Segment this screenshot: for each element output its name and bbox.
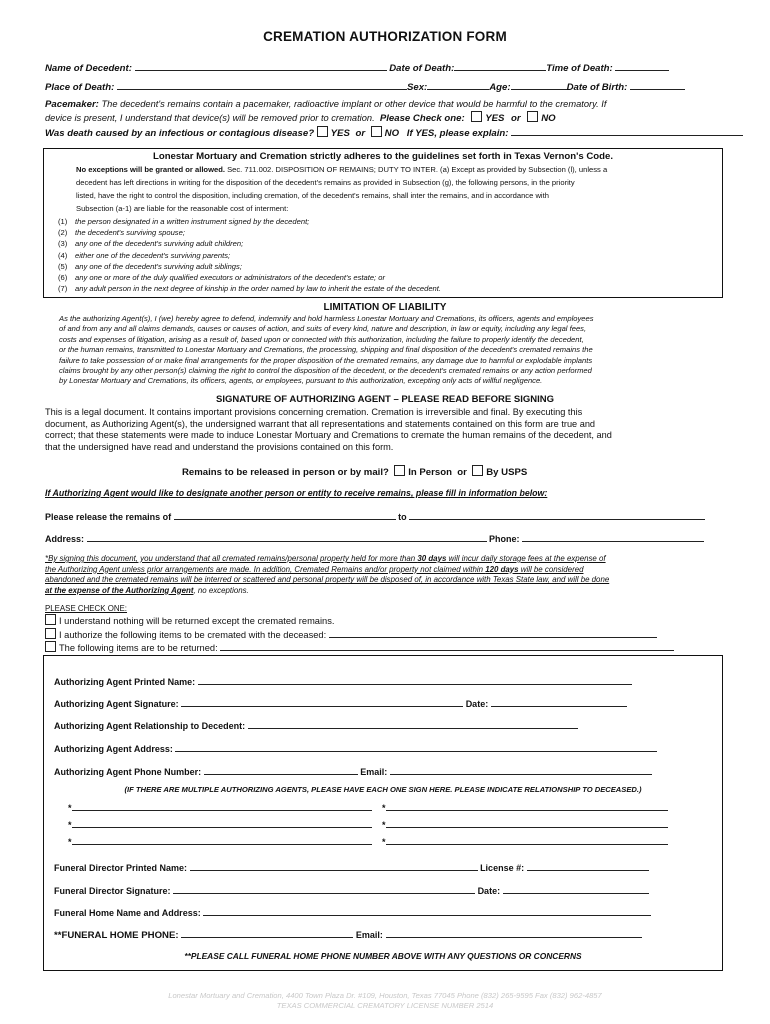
- priority-item: (2) the decedent's surviving spouse;: [58, 228, 185, 238]
- notice-line: abandoned and the cremated remains will be interred or scattered and personal property will be disposed of, in accordance with Texas State law, and will be done: [45, 575, 610, 585]
- notice-line: at the expense of the Authorizing Agent, no exceptions.: [45, 585, 249, 595]
- agent-signature-field[interactable]: [181, 697, 463, 707]
- legal-line: document, as Authorizing Agent(s), the undersigned warrant that all representations and statements contained on this form are true and: [45, 418, 596, 429]
- sex-label: Sex:: [406, 82, 428, 93]
- return-items-checkbox[interactable]: [45, 641, 56, 652]
- priority-item: (4) either one of the decedent's surviving parents;: [58, 250, 231, 260]
- statute-line-2: decedent has left directions in writing for the disposition of the decedent's remains as provided in Subsection (g), the following persons, in the priority: [76, 178, 575, 187]
- liability-heading: LIMITATION OF LIABILITY: [323, 302, 447, 313]
- priority-item: (1) the person designated in a written instrument signed by the decedent;: [58, 217, 310, 226]
- license-field[interactable]: [527, 861, 649, 871]
- decedent-name-field[interactable]: [135, 61, 387, 71]
- pacemaker-text-1: The decedent's remains contain a pacemaker, radioactive implant or other device that would be harmful to the crematory. If: [101, 99, 607, 109]
- infectious-yes-label: YES: [330, 128, 350, 139]
- footer-address: Lonestar Mortuary and Cremation, 4400 Town Plaza Dr. #109, Houston, Texas 77045 Phone (832) 265-9595 Fax (832) 962-4857: [168, 991, 602, 1000]
- statute-sec-text: Sec. 711.002. DISPOSITION OF REMAINS; DUTY TO INTER. (a) Except as provided by Subsection (l), unless a: [227, 165, 608, 174]
- release-address-field[interactable]: [87, 532, 487, 542]
- agent-name-label: Authorizing Agent Printed Name:: [54, 677, 196, 687]
- additional-agent-field[interactable]: [386, 818, 668, 828]
- usps-checkbox[interactable]: [472, 465, 483, 476]
- place-of-death-label: Place of Death:: [45, 82, 115, 93]
- pacemaker-row-2: [45, 111, 556, 124]
- agent-signature-label: Authorizing Agent Signature:: [54, 699, 179, 709]
- signature-heading: SIGNATURE OF AUTHORIZING AGENT – PLEASE READ BEFORE SIGNING: [216, 394, 554, 405]
- no-exceptions-text: No exceptions will be granted or allowed.: [76, 165, 225, 174]
- release-to-label: to: [398, 512, 407, 522]
- statute-line-1: [76, 165, 607, 174]
- usps-label: By USPS: [486, 467, 528, 478]
- priority-item: (6) any one or more of the duly qualified executors or administrators of the decedent's estate; or: [58, 273, 386, 283]
- agent-relationship-label: Authorizing Agent Relationship to Decedent:: [54, 721, 246, 731]
- age-label: Age:: [489, 82, 511, 93]
- time-of-death-label: Time of Death:: [546, 63, 613, 74]
- pacemaker-text-2: device is present, I understand that device(s) will be removed prior to cremation.: [45, 113, 375, 123]
- designate-text: If Authorizing Agent would like to designate another person or entity to receive remains, please fill in information below:: [45, 488, 548, 498]
- fh-phone-row: [54, 928, 642, 941]
- fd-name-row: [54, 861, 649, 873]
- fd-name-field[interactable]: [190, 861, 478, 871]
- pacemaker-yes-checkbox[interactable]: [471, 111, 482, 122]
- infectious-yes-checkbox[interactable]: [317, 126, 328, 137]
- date-of-death-field[interactable]: [454, 61, 546, 71]
- additional-agent-field[interactable]: [386, 801, 668, 811]
- call-funeral-home-note: **PLEASE CALL FUNERAL HOME PHONE NUMBER ABOVE WITH ANY QUESTIONS OR CONCERNS: [184, 951, 582, 961]
- fd-signature-label: Funeral Director Signature:: [54, 886, 171, 896]
- liability-line: costs and expenses of litigation, arising as a result of, based upon or connected with this authorization, including the failure to properly identify the decedent,: [59, 334, 584, 344]
- form-title: CREMATION AUTHORIZATION FORM: [263, 29, 507, 44]
- notice-line: *By signing this document, you understand that all cremated remains/personal property held for more than 30 days will incur daily storage fees at the expense of: [45, 554, 606, 563]
- infectious-row: [45, 126, 743, 139]
- agent-relationship-row: [54, 719, 578, 731]
- date-of-death-label: Date of Death:: [389, 63, 455, 74]
- fd-signature-row: [54, 884, 649, 896]
- dob-field[interactable]: [630, 80, 685, 90]
- decedent-name-label: Name of Decedent:: [45, 63, 132, 74]
- agent-date-label: Date:: [465, 699, 489, 709]
- release-address-row: [45, 532, 704, 544]
- dob-label: Date of Birth:: [566, 82, 628, 93]
- statute-heading: Lonestar Mortuary and Cremation strictly adheres to the guidelines set forth in Texas Vernon's Code.: [152, 151, 614, 162]
- fh-phone-field[interactable]: [181, 928, 353, 938]
- legal-doc-text: [45, 407, 612, 453]
- liability-line: by Lonestar Mortuary and Cremations, its officers, agents, or employees, pursuant to this authorization, excepting only acts of willful negligence.: [59, 376, 543, 386]
- pacemaker-or: or: [511, 113, 521, 124]
- liability-text: [59, 314, 594, 387]
- infectious-or: or: [355, 128, 366, 139]
- fh-phone-label: **FUNERAL HOME PHONE:: [54, 930, 179, 941]
- additional-agent-field[interactable]: [72, 835, 372, 845]
- storage-notice: [45, 554, 609, 596]
- license-label: License #:: [480, 863, 525, 873]
- release-remains-row: [45, 510, 705, 522]
- in-person-label: In Person: [408, 467, 452, 478]
- liability-line: As the authorizing Agent(s), I (we) hereby agree to defend, indemnify and hold harmless Lonestar Mortuary and Cremations, its officers, agents and employees: [59, 314, 594, 323]
- pacemaker-no-label: NO: [541, 113, 556, 124]
- release-address-label: Address:: [45, 534, 85, 544]
- legal-line: that the undersigned have read and understand the provisions contained on this form.: [45, 441, 394, 452]
- agent-date-field[interactable]: [491, 697, 627, 707]
- priority-item: (3) any one of the decedent's surviving adult children;: [58, 239, 244, 249]
- place-of-death-row: [45, 80, 685, 93]
- liability-line: failure to take possession of or make final arrangements for the proper disposition of the cremated remains, any damage due to harmful or explodable implants: [59, 355, 593, 365]
- agent-relationship-field[interactable]: [248, 719, 578, 729]
- agent-phone-row: [54, 765, 652, 777]
- time-of-death-field[interactable]: [615, 61, 669, 71]
- agent-address-label: Authorizing Agent Address:: [54, 744, 173, 754]
- pacemaker-row: [45, 99, 606, 110]
- age-field[interactable]: [511, 80, 567, 90]
- fh-email-field[interactable]: [386, 928, 642, 938]
- release-row: [182, 465, 527, 478]
- sex-field[interactable]: [427, 80, 489, 90]
- infectious-question: Was death caused by an infectious or contagious disease?: [45, 128, 315, 139]
- infectious-explain-field[interactable]: [511, 126, 743, 136]
- additional-agent-field[interactable]: [386, 835, 668, 845]
- additional-agent-row: * *: [68, 835, 668, 847]
- pacemaker-label: Pacemaker:: [45, 99, 99, 110]
- fh-email-label: Email:: [355, 930, 383, 940]
- nothing-returned-checkbox[interactable]: [45, 614, 56, 625]
- priority-item: (7) any adult person in the next degree of kinship in the order named by law to inherit the estate of the decedent.: [58, 284, 442, 294]
- legal-line: correct; that these statements were made to induce Lonestar Mortuary and Cremations to cremate the human remains of the decedent, and: [45, 430, 612, 441]
- agent-name-row: [54, 675, 632, 687]
- legal-line: This is a legal document. It contains important provisions concerning cremation. Cremation is irreversible and final. By executing this: [45, 407, 583, 417]
- release-phone-label: Phone:: [489, 534, 520, 544]
- check-one-label: Please Check one:: [379, 113, 465, 124]
- statute-line-4: Subsection (a-1) are liable for the reasonable cost of interment:: [76, 204, 289, 213]
- agent-address-row: [54, 742, 657, 754]
- fd-date-label: Date:: [477, 886, 501, 896]
- fd-date-field[interactable]: [503, 884, 649, 894]
- infectious-no-checkbox[interactable]: [371, 126, 382, 137]
- place-of-death-field[interactable]: [117, 80, 407, 90]
- return-option-1: I understand nothing will be returned except the cremated remains.: [45, 614, 674, 628]
- fh-name-row: [54, 906, 651, 918]
- fd-name-label: Funeral Director Printed Name:: [54, 863, 188, 873]
- liability-line: or the human remains, transmitted to Lonestar Mortuary and Cremations, the processing, shipping and final disposition of the decedent's cremated remains the: [59, 345, 593, 355]
- multiple-agents-note: (IF THERE ARE MULTIPLE AUTHORIZING AGENTS, PLEASE HAVE EACH ONE SIGN HERE. PLEASE INDICATE RELATIONSHIP TO DECEASED.): [124, 785, 642, 794]
- priority-item: (5) any one of the decedent's surviving adult siblings;: [58, 261, 242, 271]
- footer-license: TEXAS COMMERCIAL CREMATORY LICENSE NUMBER 2514: [276, 1001, 494, 1010]
- additional-agent-field[interactable]: [72, 818, 372, 828]
- liability-line: claims brought by any other person(s) claiming the right to control the disposition of the decedent, or the decedent's cremated remains or any action performed: [59, 366, 592, 376]
- fh-name-label: Funeral Home Name and Address:: [54, 908, 201, 918]
- decedent-name-row: [45, 61, 669, 74]
- pacemaker-yes-label: YES: [485, 113, 505, 124]
- agent-signature-row: [54, 697, 627, 709]
- notice-line: the Authorizing Agent unless prior arrangements are made. In addition, Cremated Remains and/or property not claimed within 120 days will be considered: [45, 564, 584, 574]
- cremate-items-field[interactable]: [329, 628, 657, 638]
- liability-line: of and from any and all claims demands, causes or causes of action, and suits of every kind, nature and description, in law or equity, including any legal fees,: [59, 324, 587, 334]
- return-option-3: The following items are to be returned:: [45, 641, 674, 655]
- in-person-checkbox[interactable]: [394, 465, 405, 476]
- release-phone-field[interactable]: [522, 532, 704, 542]
- return-option-2: I authorize the following items to be cremated with the deceased:: [45, 628, 674, 642]
- return-options: [45, 614, 674, 655]
- fh-name-field[interactable]: [203, 906, 651, 916]
- agent-email-field[interactable]: [390, 765, 652, 775]
- release-remains-label: Please release the remains of: [45, 512, 172, 522]
- agent-name-field[interactable]: [198, 675, 632, 685]
- release-question: Remains to be released in person or by mail?: [182, 467, 389, 478]
- if-yes-explain-label: If YES, please explain:: [406, 128, 509, 139]
- additional-agent-row: * *: [68, 818, 668, 830]
- return-items-field[interactable]: [220, 641, 674, 651]
- release-or: or: [457, 467, 467, 478]
- release-remains-field[interactable]: [174, 510, 396, 520]
- release-to-field[interactable]: [409, 510, 705, 520]
- additional-agent-row: * *: [68, 801, 668, 813]
- agent-phone-field[interactable]: [204, 765, 358, 775]
- fd-signature-field[interactable]: [173, 884, 475, 894]
- agent-phone-label: Authorizing Agent Phone Number:: [54, 767, 202, 777]
- statute-line-3: listed, have the right to control the disposition, including cremation, of the decedent's remains, shall inter the remains, and in accordance with: [76, 191, 549, 200]
- pacemaker-no-checkbox[interactable]: [527, 111, 538, 122]
- please-check-one-heading: PLEASE CHECK ONE:: [45, 604, 128, 613]
- cremate-items-checkbox[interactable]: [45, 628, 56, 639]
- additional-agent-field[interactable]: [72, 801, 372, 811]
- statute-priority-list: [58, 216, 441, 294]
- agent-email-label: Email:: [360, 767, 388, 777]
- infectious-no-label: NO: [384, 128, 400, 139]
- agent-address-field[interactable]: [175, 742, 657, 752]
